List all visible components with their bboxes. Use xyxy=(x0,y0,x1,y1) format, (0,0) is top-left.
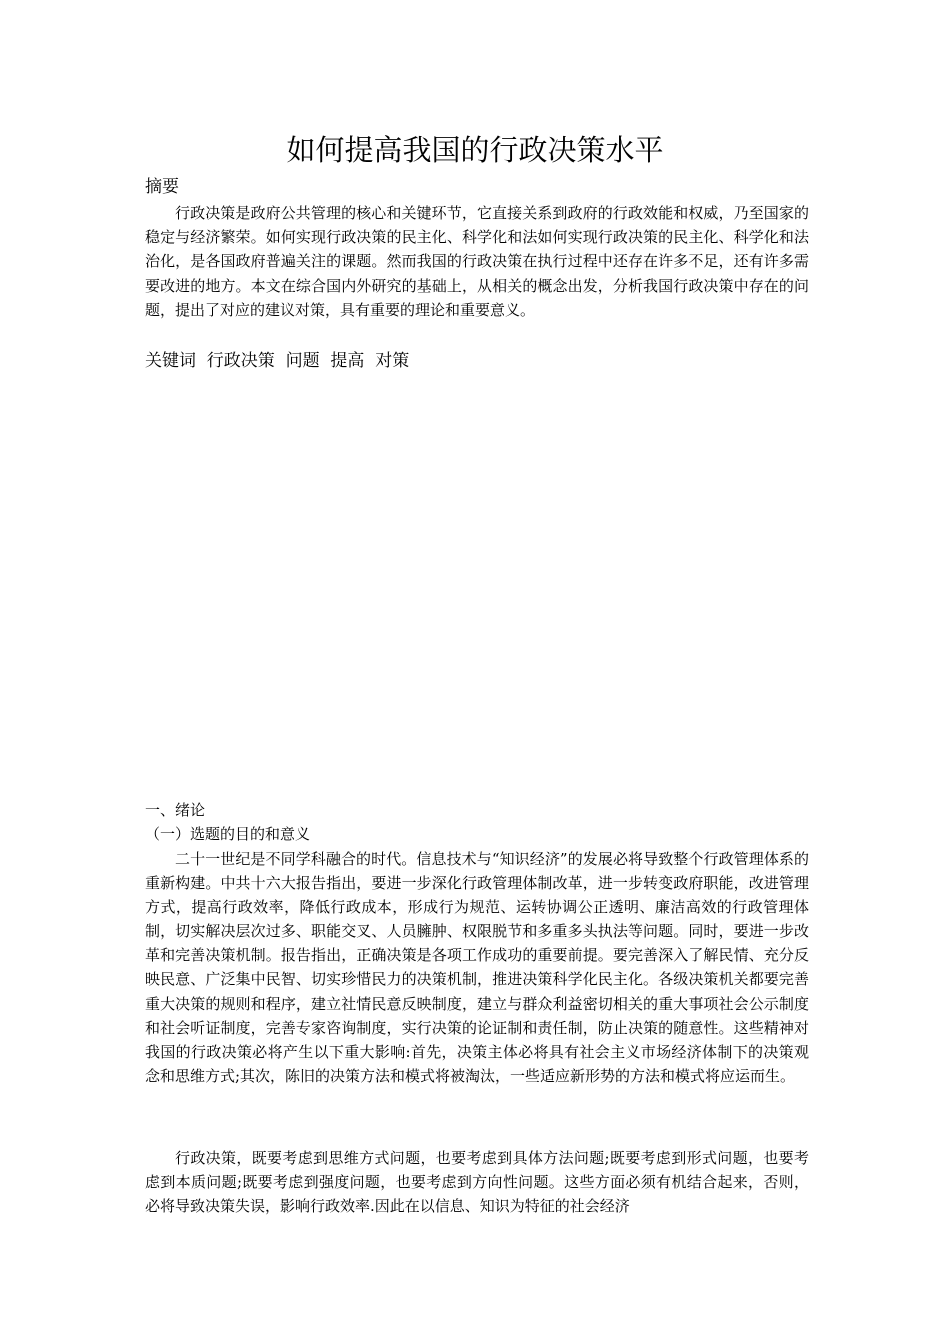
keywords-line: 关键词 行政决策 问题 提高 对策 xyxy=(145,351,410,371)
subsection-heading-purpose: （一）选题的目的和意义 xyxy=(145,825,311,843)
body-paragraph: 二十一世纪是不同学科融合的时代。信息技术与“知识经济”的发展必将导致整个行政管理体系的重新构建。中共十六大报告指出，要进一步深化行政管理体制改革，进一步转变政府职能，改进管理方式，提高行政效率，降低行政成本，形成行为规范、运转协调公正透明、廉洁高效的行政管理体制，切实解决层次过多、职能交叉、人员臃肿、权限脱节和多重多头执法等问题。同时，要进一步改革和完善决策机制。报告指出，正确决策是各项工作成功的重要前提。要完善深入了解民情、充分反映民意、广泛集中民智、切实珍惜民力的决策机制，推进决策科学化民主化。各级决策机关都要完善重大决策的规则和程序，建立社情民意反映制度，建立与群众利益密切相关的重大事项社会公示制度和社会听证制度，完善专家咨询制度，实行决策的论证制和责任制，防止决策的随意性。这些精神对我国的行政决策必将产生以下重大影响:首先，决策主体必将具有社会主义市场经济体制下的决策观念和思维方式;其次，陈旧的决策方法和模式将被淘汰，一些适应新形势的方法和模式将应运而生。 xyxy=(145,850,809,1085)
document-title: 如何提高我国的行政决策水平 xyxy=(286,133,664,167)
body-paragraph: 行政决策，既要考虑到思维方式问题，也要考虑到具体方法问题;既要考虑到形式问题，也要考虑到本质问题;既要考虑到强度问题，也要考虑到方向性问题。这些方面必须有机结合起来，否则，必将导致决策失误，影响行政效率.因此在以信息、知识为特征的社会经济 xyxy=(145,1149,809,1216)
abstract-text: 行政决策是政府公共管理的核心和关键环节，它直接关系到政府的行政效能和权威，乃至国家的稳定与经济繁荣。如何实现行政决策的民主化、科学化和法如何实现行政决策的民主化、科学化和法治化，是各国政府普遍关注的课题。然而我国的行政决策在执行过程中还存在许多不足，还有许多需要改进的地方。本文在综合国内外研究的基础上，从相关的概念出发，分析我国行政决策中存在的问题，提出了对应的建议对策，具有重要的理论和重要意义。 xyxy=(145,204,809,319)
section-heading-introduction: 一、绪论 xyxy=(145,801,206,819)
abstract-heading: 摘要 xyxy=(145,177,179,197)
